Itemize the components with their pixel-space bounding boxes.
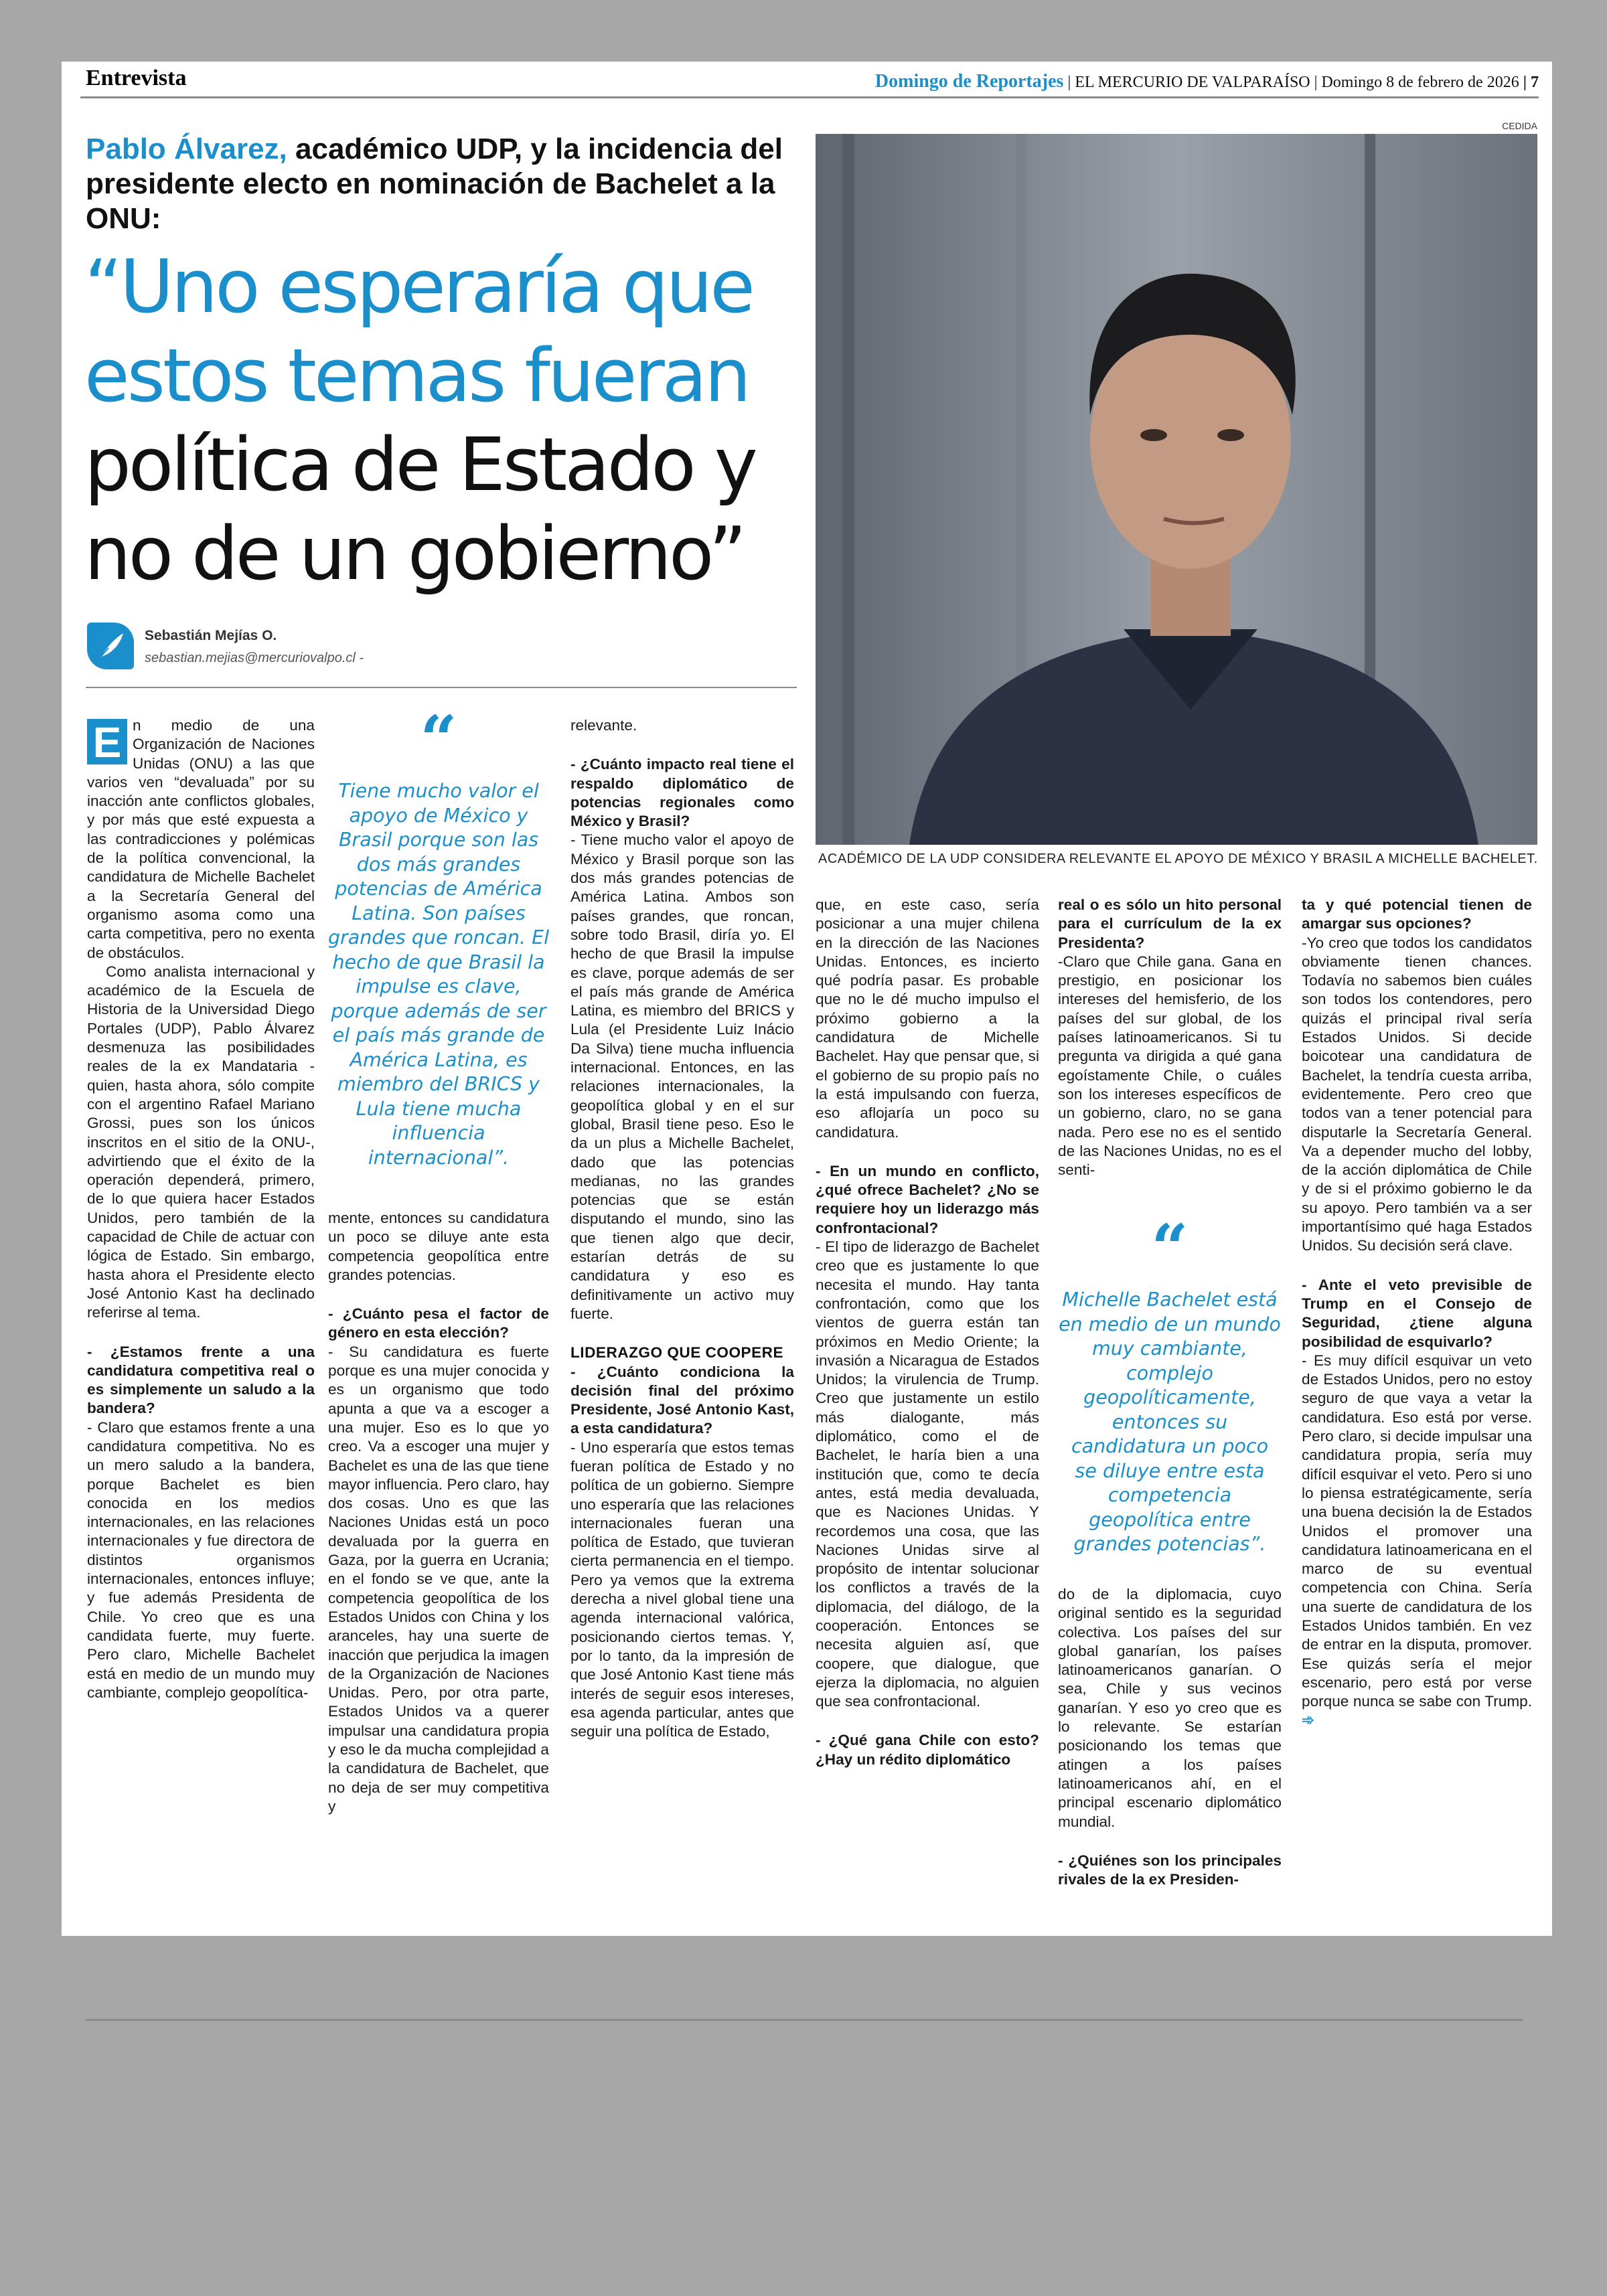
page-number: | 7: [1523, 74, 1539, 91]
newspaper-page: [62, 62, 1552, 1936]
article-column-3: [570, 716, 794, 1741]
photo-credit: CEDIDA: [1502, 120, 1537, 131]
section-subhead: LIDERAZGO QUE COOPERE: [570, 1344, 784, 1362]
interview-question: - ¿Cuánto condiciona la decisión final del próximo Presidente, José Antonio Kast, a esta candidatura?: [570, 1363, 794, 1437]
photo-caption: ACADÉMICO DE LA UDP CONSIDERA RELEVANTE EL APOYO DE MÉXICO Y BRASIL A MICHELLE BACHELET.: [818, 851, 1538, 866]
byline-rule: [86, 687, 797, 688]
page-header: [875, 71, 1539, 92]
interview-answer: que, en este caso, sería posicionar a una mujer chilena en la dirección de las Naciones Unidas. Entonces, es incierto qué podría pasar. Es probable que no le dé mucho impulso el próximo gobierno a la candidatura de Michelle Bachelet. Hay que pensar que, si el gobierno de su propio país no la está impulsando con fuerza, eso aflojaría un poco su candidatura.: [816, 896, 1039, 1141]
interview-answer: -Yo creo que todos los candidatos obviamente tienen chances. Todavía no sabemos bien cuáles son todos los contendores, pero quizás el principal rival sería Estados Unidos. Si decide boicotear una candidatura de Bachelet, la tendría cuesta arriba, evidentemente. Pero creo que todos van a tener potencial para disputarle la Secretaría General. Va a depender mucho del lobby, de la acción diplomática de Chile y de si el próximo gobierno le da su apoyo. Pero también va a ser importantísimo qué haga Estados Unidos. Su decisión será clave.: [1302, 934, 1532, 1254]
article-column-5: [1058, 896, 1282, 1179]
headline-line: estos temas fueran: [84, 333, 749, 418]
publication-date: Domingo 8 de febrero de 2026: [1321, 74, 1519, 91]
interview-answer: relevante.: [570, 717, 637, 734]
interview-answer: - Tiene mucho valor el apoyo de México y Brasil porque son las dos más grandes potencias de América Latina. Ambos son países grandes, que roncan, sobre todo Brasil, diría yo. El hecho de que Brasil la impulse es clave, porque además de ser el país más grande de América Latina, es miembro del BRICS y Lula (el Presidente Luiz Inácio Da Silva) tiene mucha influencia internacional. Entonces, en las relaciones internacionales, la geopolítica global y en el sur global, Brasil tiene peso. Eso le da un plus a Michelle Bachelet, dado que las potencias medianas, no las grandes potencias que se están disputando el mundo, sino las que tienen algo que decir, estarían detrás de su candidatura y eso es definitivamente un activo muy fuerte.: [570, 831, 794, 1322]
quote-mark-icon: “: [420, 702, 457, 777]
interview-answer: -Claro que Chile gana. Gana en prestigio, en posicionar los intereses del hemisferio, de los países del sur global, de los países latinoamericanos. Si tu pregunta va dirigida a qué gana egoístamente Chile, o cuáles son los intereses específicos de un gobierno, claro, no se gana nada. Pero ese no es el sentido de las Naciones Unidas, no es el senti-: [1058, 953, 1282, 1179]
quill-icon: [87, 623, 134, 669]
headline-line: política de Estado y: [84, 422, 755, 507]
interview-question: real o es sólo un hito personal para el currículum de la ex Presidenta?: [1058, 896, 1282, 951]
kicker: [86, 132, 842, 236]
header-rule: [80, 96, 1539, 98]
interview-question: - ¿Estamos frente a una candidatura competitiva real o es simplemente un saludo a la bandera?: [87, 1343, 315, 1417]
quote-mark-icon: “: [1151, 1210, 1189, 1286]
drop-cap: E: [87, 719, 127, 764]
kicker-text: académico UDP, y la incidencia del presidente electo en nominación de Bachelet a la ONU:: [86, 133, 783, 235]
portrait-photo: [816, 134, 1537, 845]
article-paragraph: n medio de una Organización de Naciones Unidas (ONU) a las que varios ven “devaluada” por su inacción ante conflictos globales, y por más que esté expuesta a las contradicciones y polémicas de la política convencional, la candidatura de Michelle Bachelet a la Secretaría General del organismo asoma como una carta competitiva, pero no exenta de obstáculos.: [87, 717, 315, 961]
interview-answer: - El tipo de liderazgo de Bachelet creo que es justamente lo que necesita el mundo. Hay tanta confrontación, como que los vientos de guerra están tan próximos en Medio Oriente; la invasión a Nicaragua de Estados Unidos; la virulencia de Trump. Creo que justamente un estilo más dialogante, más diplomático, como el de Bachelet, le haría bien a una institución que, como te decía antes, está media devaluada, que es Naciones Unidas. Y recordemos una cosa, que las Naciones Unidas sirve al propósito de intentar solucionar los conflictos a través de la diplomacia, del diálogo, de la cooperación. Entonces se necesita alguien así, que coopere, que dialogue, que ejerza la diplomacia, no alguien que sea confrontacional.: [816, 1238, 1039, 1710]
interview-answer: - Uno esperaría que estos temas fueran política de Estado y no política de un gobierno. Siempre uno esperaría que las relaciones internacionales fueran una política de Estado, que tuvieran cierta permanencia en el tiempo. Pero ya vemos que la extrema derecha a nivel global tiene una agenda internacional valórica, posicionando ciertos temas. Y, por lo tanto, da la impresión de que José Antonio Kast tiene más interés de seguir esos intereses, esa agenda particular, antes que seguir una política de Estado,: [570, 1439, 794, 1740]
continue-arrow-icon: ➾: [1302, 1712, 1314, 1729]
portrait-illustration: [816, 134, 1537, 845]
interview-answer: mente, entonces su candidatura un poco se diluye ante esta competencia geopolítica entre grandes potencias.: [328, 1210, 549, 1283]
article-column-1: [87, 716, 315, 1702]
publication-name: | EL MERCURIO DE VALPARAÍSO |: [1067, 74, 1318, 91]
interview-answer: - Claro que estamos frente a una candidatura competitiva. No es un mero saludo a la bandera, porque Bachelet es bien conocida en los medios internacionales, en las relaciones internacionales y fue directora de distintos organismos internacionales, entonces influye; y fue además Presidenta de Chile. Yo creo que es una candidata fuerte, muy fuerte. Pero claro, Michelle Bachelet está en medio de un mundo muy cambiante, complejo geopolítica-: [87, 1418, 315, 1701]
interview-answer: - Es muy difícil esquivar un veto de Estados Unidos, pero no estoy seguro de que vaya a vetar la candidatura. Eso está por verse. Pero claro, si decide impulsar una candidatura propia, sería muy difícil esquivar el veto. Pero si uno lo piensa estratégicamente, sería una buena decisión la de Estados Unidos el promover una candidatura latinoamericana en el marco de su eventual competencia con China. Sería una suerte de candidatura de los Estados Unidos también. En vez de entrar en la disputa, promover. Ese quizás sería el mejor escenario, pero está por verse porque nunca se sabe con Trump.: [1302, 1351, 1532, 1710]
article-column-2: [328, 1209, 549, 1816]
article-column-4: [816, 896, 1039, 1769]
interview-question: - ¿Cuánto impacto real tiene el respaldo diplomático de potencias regionales como México y Brasil?: [570, 756, 794, 830]
interview-answer: do de la diplomacia, cuyo original sentido es la seguridad colectiva. Los países del sur global ganarían, los países latinoamericanos ganarían. O sea, Chile y sus vecinos ganarían. Y eso yo creo que es lo relevante. Se estarían posicionando los temas que atingen a los países latinoamericanos ahí, en el principal escenario diplomático mundial.: [1058, 1586, 1282, 1830]
interview-question: - ¿Qué gana Chile con esto? ¿Hay un rédito diplomático: [816, 1732, 1039, 1768]
headline-line: no de un gobierno”: [84, 511, 745, 596]
pull-quote-text: Michelle Bachelet está en medio de un mundo muy cambiante, complejo geopolíticamente, entonces su candidatura un poco se diluye entre esta competencia geopolítica entre grandes potencias”.: [1059, 1289, 1281, 1555]
interview-question: - ¿Quiénes son los principales rivales de la ex Presiden-: [1058, 1852, 1282, 1888]
article-paragraph: Como analista internacional y académico de la Escuela de Historia de la Universidad Diego Portales (UDP), Pablo Álvarez desmenuza las posibilidades reales de la ex Mandataria -quien, hasta ahora, sólo compite con el argentino Rafael Mariano Grossi, pues son los únicos inscritos en el sitio de la ONU-, advirtiendo que el éxito de la operación dependerá, primero, de lo que quiera hacer Estados Unidos, pero también de la capacidad de Chile de actuar con lógica de Estado. Sin embargo, hasta ahora el Presidente electo José Antonio Kast ha declinado referirse al tema.: [87, 963, 315, 1321]
brand-name: Domingo de Reportajes: [874, 71, 1064, 92]
article-column-6: [1302, 896, 1532, 1730]
interview-question: - Ante el veto previsible de Trump en el Consejo de Seguridad, ¿tiene alguna posibilidad de esquivarlo?: [1302, 1276, 1532, 1350]
byline-author: Sebastián Mejías O.: [145, 628, 277, 643]
article-column-5-continued: [1058, 1585, 1282, 1889]
kicker-name: Pablo Álvarez,: [86, 133, 287, 165]
section-label: Entrevista: [86, 66, 187, 90]
interview-question: ta y qué potencial tienen de amargar sus opciones?: [1302, 896, 1532, 932]
headline-line: “Uno esperaría que: [84, 244, 753, 329]
bottom-rule: [86, 2019, 1523, 2021]
pull-quote-text: Tiene mucho valor el apoyo de México y Brasil porque son las dos más grandes potencias de América Latina. Son países grandes que roncan. El hecho de que Brasil la impulse es clave, porque además de ser el país más grande de América Latina, es miembro del BRICS y Lula tiene mucha influencia internacional”.: [327, 780, 550, 1169]
interview-answer: - Su candidatura es fuerte porque es una mujer conocida y es un organismo que todo apunta a que va a escoger a una mujer. Eso es lo que yo creo. Va a escoger una mujer y Bachelet es una de las que tiene mayor influencia. Pero claro, hay dos cosas. Uno es que las Naciones Unidas está un poco devaluada por la guerra en Gaza, por la guerra en Ucrania; en el fondo se ve que, ante la competencia geopolítica de los Estados Unidos con China y los aranceles, hay una suerte de inacción que perjudica la imagen de la Organización de Naciones Unidas. Pero, por otra parte, Estados Unidos va a querer impulsar una candidatura propia y eso le da mucha complejidad a la candidatura de Bachelet, que no deja de ser muy competitiva y: [328, 1343, 549, 1815]
pull-quote: [1058, 1210, 1282, 1557]
pull-quote: [327, 702, 550, 1170]
byline-email[interactable]: sebastian.mejias@mercuriovalpo.cl -: [145, 651, 364, 665]
headline: [84, 242, 848, 598]
interview-question: - ¿Cuánto pesa el factor de género en esta elección?: [328, 1305, 549, 1341]
interview-question: - En un mundo en conflicto, ¿qué ofrece Bachelet? ¿No se requiere hoy un liderazgo más confrontacional?: [816, 1162, 1039, 1236]
